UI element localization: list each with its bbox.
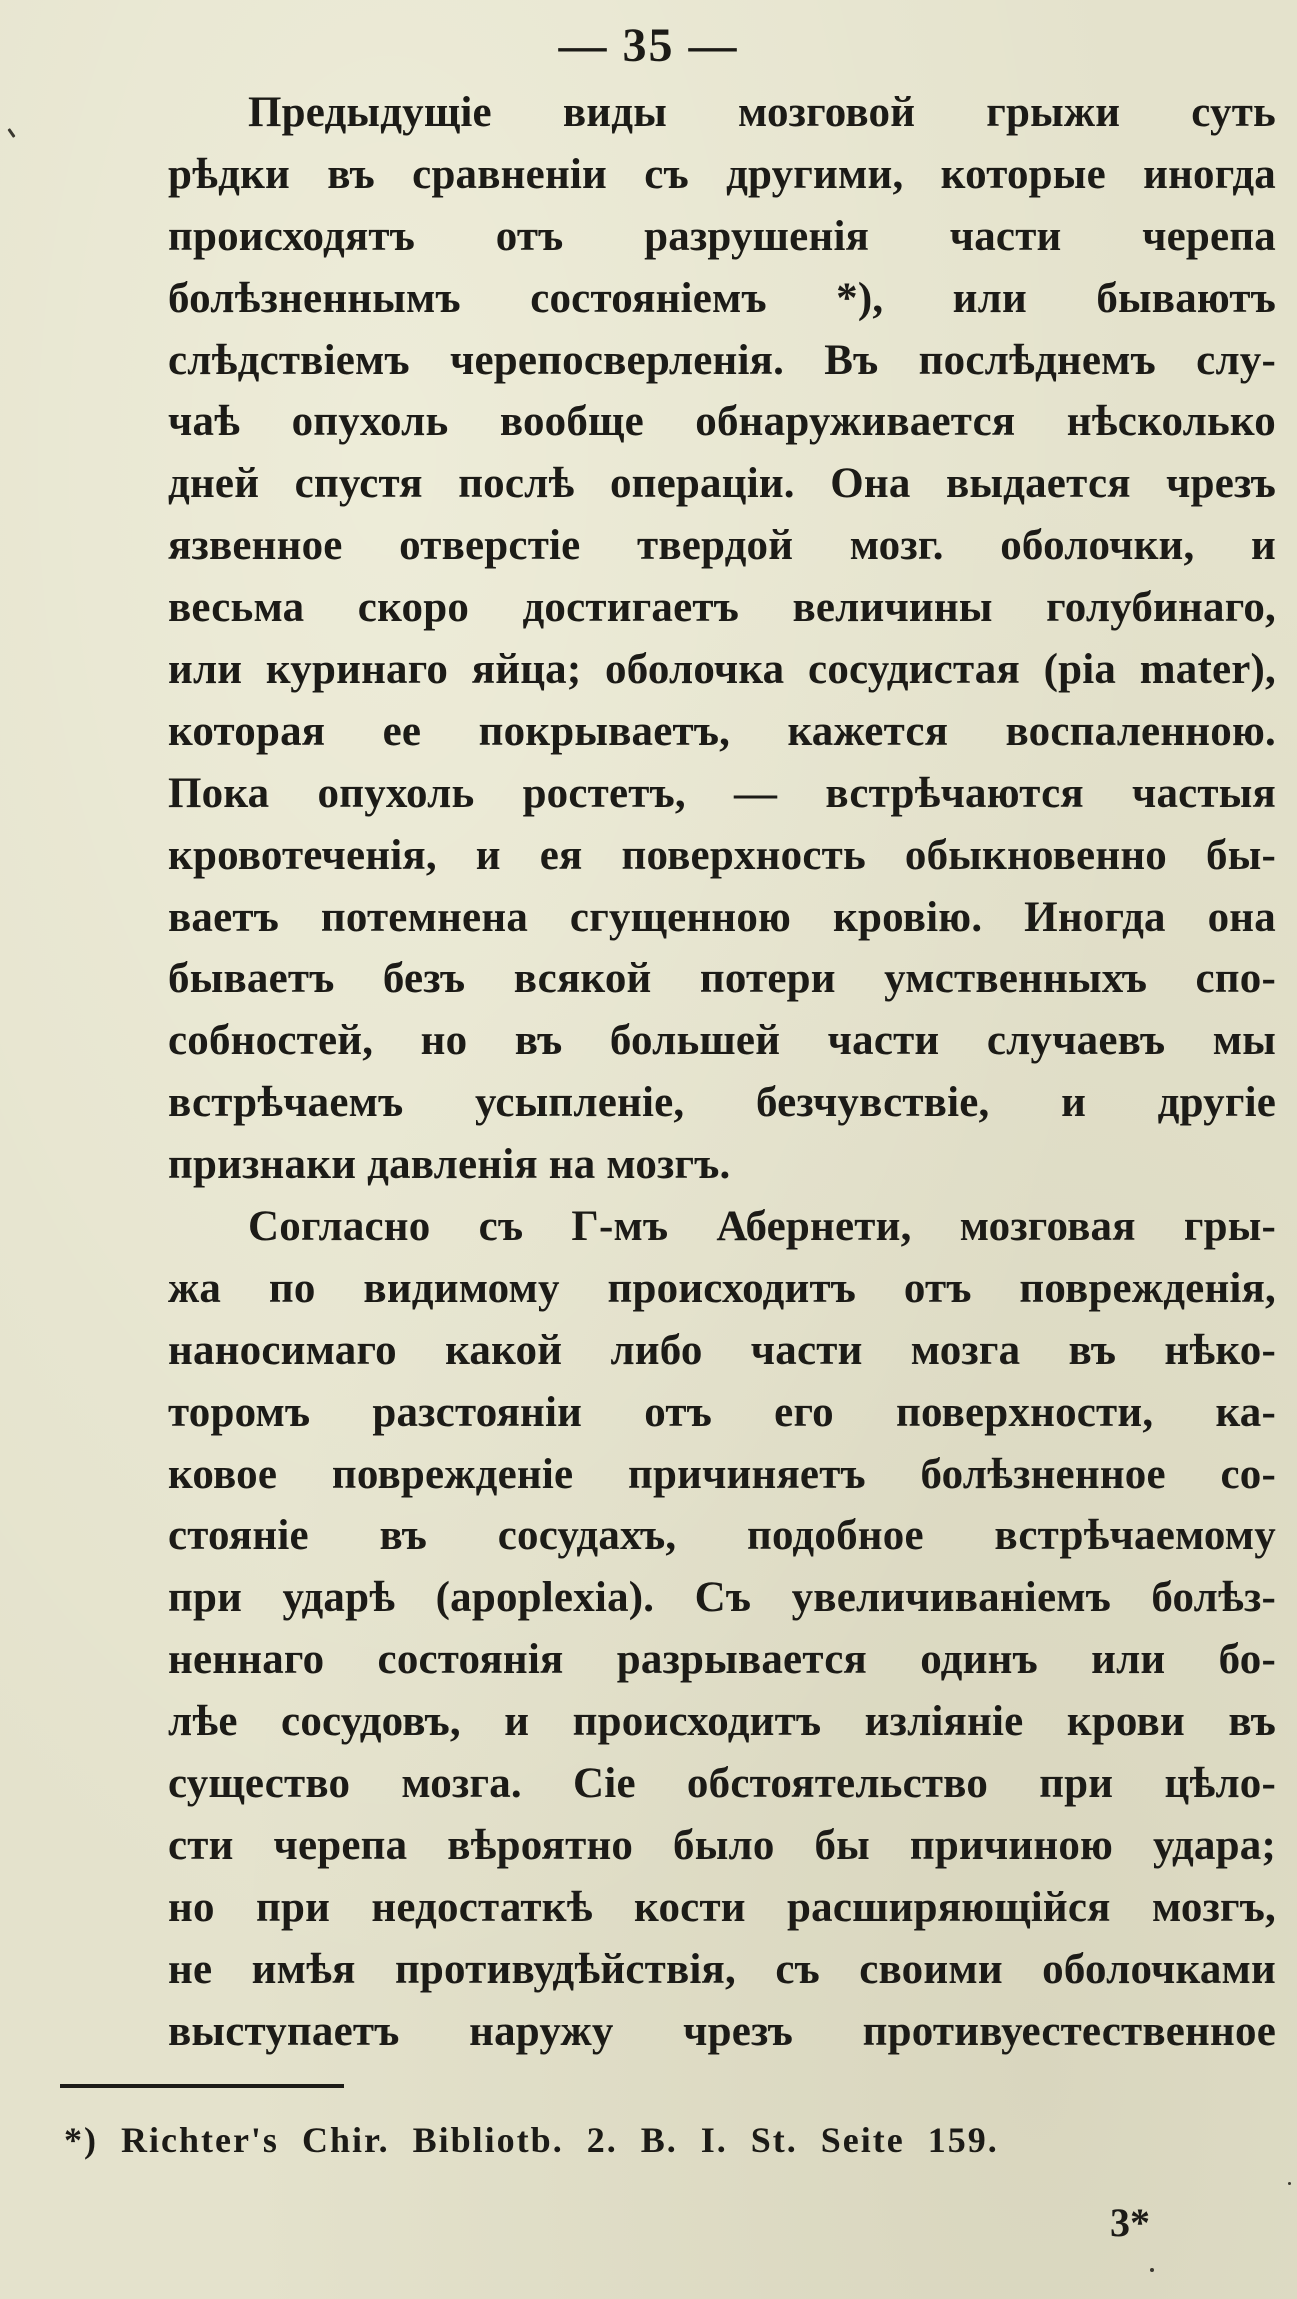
body-text	[168, 82, 1276, 2063]
text-line: признаки давленія на мозгъ.	[168, 1141, 731, 1189]
text-line: при ударѣ (apoplexia). Съ увеличиваніемъ болѣз-	[168, 1574, 1276, 1622]
ink-speck	[7, 128, 15, 138]
text-line: дней спустя послѣ операціи. Она выдается чрезъ	[168, 460, 1276, 508]
text-line: язвенное отверстіе твердой мозг. оболочки, и	[168, 522, 1276, 570]
text-line: которая ее покрываетъ, кажется воспаленною.	[168, 707, 1276, 755]
ink-speck	[1150, 2268, 1154, 2272]
text-line: жа по видимому происходитъ отъ поврежденія,	[168, 1264, 1276, 1312]
text-line: ковое поврежденіе причиняетъ болѣзненное со-	[168, 1450, 1276, 1498]
text-line: стояніе въ сосудахъ, подобное встрѣчаемому	[168, 1512, 1276, 1560]
text-line: происходятъ отъ разрушенія части черепа	[168, 212, 1276, 260]
text-line: Предыдущіе виды мозговой грыжи суть	[248, 89, 1276, 136]
text-line: выступаетъ наружу чрезъ противуестественное	[168, 2007, 1276, 2055]
text-line: лѣе сосудовъ, и происходитъ изліяніе крови въ	[168, 1698, 1276, 1746]
text-line: Согласно съ Г-мъ Абернети, мозговая гры-	[248, 1203, 1276, 1251]
text-line: неннаго состоянія разрывается одинъ или бо-	[168, 1636, 1276, 1684]
text-line: Пока опухоль ростетъ, — встрѣчаются частыя	[168, 769, 1276, 817]
text-line: весьма скоро достигаетъ величины голубинаго,	[168, 584, 1276, 632]
footnote: *) Richter's Chir. Bibliotb. 2. B. I. St. Seite 159.	[64, 2120, 999, 2160]
footnote-divider	[60, 2084, 344, 2088]
page-number: — 35 —	[558, 19, 739, 72]
text-line: собностей, но въ большей части случаевъ мы	[168, 1017, 1276, 1065]
text-line: рѣдки въ сравненіи съ другими, которые иногда	[168, 150, 1276, 198]
ink-speck	[1288, 2182, 1291, 2185]
text-line: чаѣ опухоль вообще обнаруживается нѣсколько	[168, 398, 1276, 446]
text-line: наносимаго какой либо части мозга въ нѣко-	[168, 1326, 1276, 1374]
text-line: бываетъ безъ всякой потери умственныхъ спо-	[168, 955, 1276, 1003]
text-line: существо мозга. Сіе обстоятельство при цѣло-	[168, 1760, 1276, 1808]
text-line: болѣзненнымъ состояніемъ *), или бываютъ	[168, 274, 1276, 322]
text-line: сти черепа вѣроятно было бы причиною удара;	[168, 1821, 1276, 1869]
text-line: не имѣя противудѣйствія, съ своими оболочками	[168, 1945, 1276, 1993]
text-line: встрѣчаемъ усыпленіе, безчувствіе, и другіе	[168, 1079, 1276, 1127]
text-line: или куринаго яйца; оболочка сосудистая (pia mater),	[168, 646, 1276, 694]
text-line: но при недостаткѣ кости расширяющійся мозгъ,	[168, 1883, 1276, 1931]
text-line: слѣдствіемъ черепосверленія. Въ послѣднемъ слу-	[168, 336, 1276, 384]
text-line: ваетъ потемнена сгущенною кровію. Иногда она	[168, 893, 1276, 941]
text-line: кровотеченія, и ея поверхность обыкновенно бы-	[168, 831, 1276, 879]
text-line: торомъ разстояніи отъ его поверхности, ка-	[168, 1388, 1276, 1436]
printer-signature-mark: 3*	[1110, 2200, 1150, 2245]
